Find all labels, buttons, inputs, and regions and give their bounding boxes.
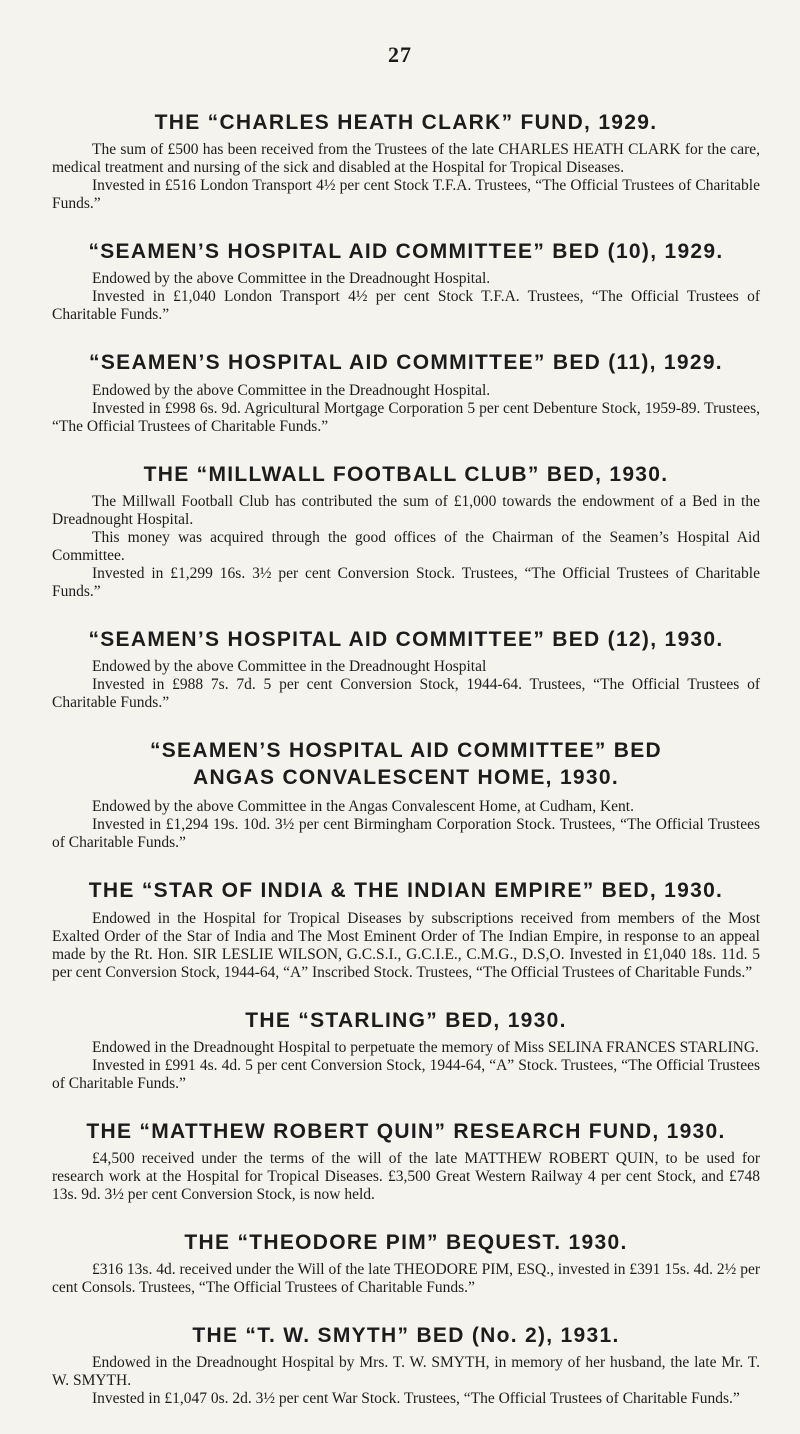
entry-charles-heath-clark-fund <box>52 110 760 213</box>
entry-paragraph: Invested in £998 6s. 9d. Agricultural Mortgage Corporation 5 per cent Debenture Stock, 1959-89. Trustees, “The Official Trustees of Charitable Funds.” <box>52 399 760 435</box>
entry-heading: THE “MATTHEW ROBERT QUIN” RESEARCH FUND, 1930. <box>86 1119 726 1143</box>
entry-paragraph: Endowed in the Dreadnought Hospital to perpetuate the memory of Miss SELINA FRANCES STARLING. <box>92 1038 759 1056</box>
entry-paragraph: Invested in £516 London Transport 4½ per cent Stock T.F.A. Trustees, “The Official Trustees of Charitable Funds.” <box>52 177 760 213</box>
entry-paragraph: Invested in £1,040 London Transport 4½ per cent Stock T.F.A. Trustees, “The Official Trustees of Charitable Funds.” <box>52 288 760 324</box>
entry-paragraph: £316 13s. 4d. received under the Will of the late THEODORE PIM, ESQ., invested in £391 15s. 4d. 2½ per cent Consols. Trustees, “The Official Trustees of Charitable Funds.” <box>52 1261 760 1297</box>
entry-paragraph: Endowed by the above Committee in the Dreadnought Hospital. <box>92 381 491 399</box>
entry-heading: THE “STARLING” BED, 1930. <box>245 1008 567 1032</box>
entry-heading: THE “T. W. SMYTH” BED (No. 2), 1931. <box>192 1324 620 1348</box>
entry-paragraph: Invested in £1,047 0s. 2d. 3½ per cent War Stock. Trustees, “The Official Trustees of Charitable Funds.” <box>92 1390 740 1408</box>
entry-heading: THE “CHARLES HEATH CLARK” FUND, 1929. <box>154 111 658 134</box>
entry-heading: THE “THEODORE PIM” BEQUEST. 1930. <box>184 1230 628 1254</box>
entry-starling-bed <box>52 1008 760 1093</box>
entry-heading: “SEAMEN’S HOSPITAL AID COMMITTEE” BED (12), 1930. <box>88 627 724 651</box>
entry-star-of-india-bed <box>52 878 760 981</box>
entry-seamens-bed-11 <box>52 350 760 435</box>
entry-seamens-bed-10 <box>52 239 760 324</box>
entry-paragraph: Endowed by the above Committee in the Dreadnought Hospital. <box>92 270 491 288</box>
entry-paragraph: Invested in £1,294 19s. 10d. 3½ per cent Birmingham Corporation Stock. Trustees, “The Official Trustees of Charitable Funds.” <box>52 816 760 852</box>
entry-heading: “SEAMEN’S HOSPITAL AID COMMITTEE” BED (11), 1929. <box>89 351 723 375</box>
entry-heading: THE “STAR OF INDIA & THE INDIAN EMPIRE” BED, 1930. <box>88 879 724 903</box>
page-number: 27 <box>388 42 412 67</box>
entry-paragraph: Endowed by the above Committee in the Angas Convalescent Home, at Cudham, Kent. <box>92 798 634 816</box>
entry-paragraph: Endowed by the above Committee in the Dreadnought Hospital <box>92 657 487 675</box>
entry-theodore-pim-bequest <box>52 1230 760 1297</box>
entry-seamens-angas-home-bed <box>52 738 760 852</box>
entry-heading: “SEAMEN’S HOSPITAL AID COMMITTEE” BED (10), 1929. <box>88 240 724 264</box>
entry-heading: THE “MILLWALL FOOTBALL CLUB” BED, 1930. <box>143 462 669 486</box>
entry-paragraph: Invested in £991 4s. 4d. 5 per cent Conversion Stock, 1944-64, “A” Stock. Trustees, “The Official Trustees of Charitable Funds.” <box>52 1056 760 1092</box>
entry-paragraph: Invested in £988 7s. 7d. 5 per cent Conversion Stock, 1944-64. Trustees, “The Official Trustees of Charitable Funds.” <box>52 675 760 711</box>
entry-paragraph: Endowed in the Dreadnought Hospital by Mrs. T. W. SMYTH, in memory of her husband, the late Mr. T. W. SMYTH. <box>52 1354 760 1390</box>
entry-paragraph: Invested in £1,299 16s. 3½ per cent Conversion Stock. Trustees, “The Official Trustees of Charitable Funds.” <box>52 564 760 600</box>
endowments-list <box>52 110 760 1434</box>
entry-matthew-robert-quin-fund <box>52 1119 760 1204</box>
entry-paragraph: Endowed in the Hospital for Tropical Diseases by subscriptions received from members of the Most Exalted Order of the Star of India and The Most Eminent Order of The Indian Empire, in response to an appeal made by the Rt. Hon. SIR LESLIE WILSON, G.C.S.I., G.C.I.E., C.M.G., D.S,O. Invested in £1,040 18s. 11d. 5 per cent Conversion Stock, 1944-64, “A” Inscribed Stock. Trustees, “The Official Trustees of Charitable Funds.” <box>52 909 760 981</box>
entry-seamens-bed-12 <box>52 627 760 712</box>
entry-subheading: ANGAS CONVALESCENT HOME, 1930. <box>192 766 619 790</box>
entry-heading: “SEAMEN’S HOSPITAL AID COMMITTEE” BED <box>149 738 663 762</box>
entry-millwall-football-club-bed <box>52 462 760 601</box>
entry-paragraph: The Millwall Football Club has contributed the sum of £1,000 towards the endowment of a Bed in the Dreadnought Hospital. <box>52 492 760 528</box>
entry-paragraph: The sum of £500 has been received from the Trustees of the late CHARLES HEATH CLARK for the care, medical treatment and nursing of the sick and disabled at the Hospital for Tropical Diseases. <box>52 141 760 177</box>
entry-paragraph: £4,500 received under the terms of the will of the late MATTHEW ROBERT QUIN, to be used for research work at the Hospital for Tropical Diseases. £3,500 Great Western Railway 4 per cent Stock, and £748 13s. 9d. 3½ per cent Conversion Stock, is now held. <box>52 1149 760 1203</box>
entry-paragraph: This money was acquired through the good offices of the Chairman of the Seamen’s Hospital Aid Committee. <box>52 528 760 564</box>
entry-tw-smyth-bed <box>52 1323 760 1408</box>
